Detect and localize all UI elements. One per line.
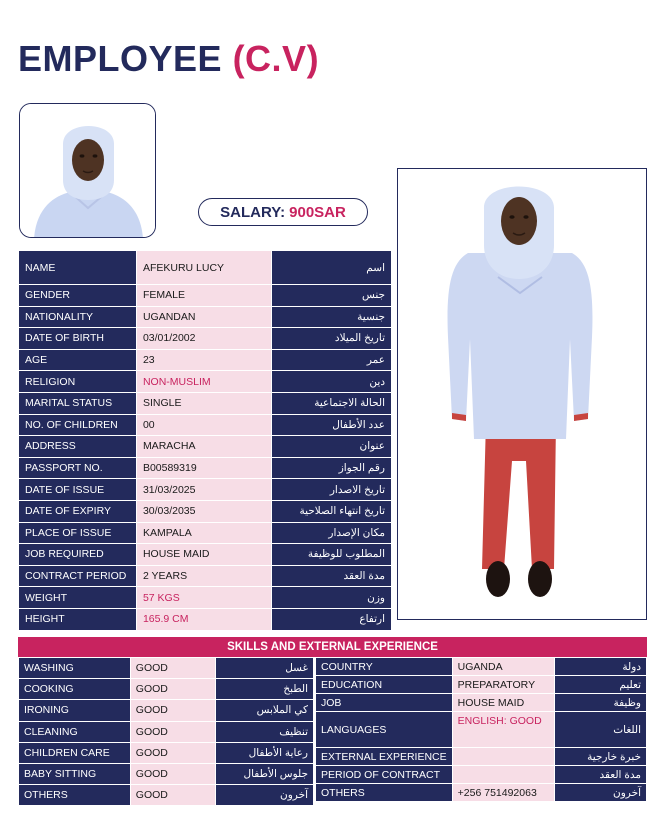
date-of-issue-label: DATE OF ISSUE	[19, 479, 137, 501]
table-row-experience-others	[316, 784, 647, 802]
external-experience-label: EXTERNAL EXPERIENCE	[316, 748, 453, 766]
date-of-birth-arabic-label: تاريخ الميلاد	[272, 328, 392, 350]
experience-others-label: OTHERS	[316, 784, 453, 802]
skills-table	[18, 657, 314, 806]
nationality-label: NATIONALITY	[19, 306, 137, 328]
contract-period-label: CONTRACT PERIOD	[19, 565, 137, 587]
table-row-passport	[19, 457, 392, 479]
experience-table	[315, 657, 647, 802]
table-row-job	[316, 694, 647, 712]
date-of-birth-value: 03/01/2002	[136, 328, 271, 350]
ironing-value: GOOD	[130, 700, 215, 721]
baby-sitting-value: GOOD	[130, 763, 215, 784]
children-value: 00	[136, 414, 271, 436]
full-body-photo	[397, 168, 647, 620]
children-care-label: CHILDREN CARE	[19, 742, 131, 763]
country-label: COUNTRY	[316, 658, 453, 676]
age-label: AGE	[19, 349, 137, 371]
table-row-job-required	[19, 544, 392, 566]
table-row-marital-status	[19, 392, 392, 414]
table-row-height	[19, 608, 392, 630]
languages-label: LANGUAGES	[316, 712, 453, 748]
baby-sitting-arabic-label: جلوس الأطفال	[216, 763, 314, 784]
age-value: 23	[136, 349, 271, 371]
salary-value: 900SAR	[289, 203, 346, 221]
marital-status-value: SINGLE	[136, 392, 271, 414]
gender-value: FEMALE	[136, 285, 271, 307]
place-of-issue-arabic-label: مكان الإصدار	[272, 522, 392, 544]
date-of-issue-value: 31/03/2025	[136, 479, 271, 501]
address-arabic-label: عنوان	[272, 436, 392, 458]
personal-info-table	[18, 250, 392, 631]
education-value: PREPARATORY	[452, 676, 555, 694]
contract-period-value: 2 YEARS	[136, 565, 271, 587]
passport-arabic-label: رقم الجواز	[272, 457, 392, 479]
religion-label: RELIGION	[19, 371, 137, 393]
experience-others-value: +256 751492063	[452, 784, 555, 802]
skills-others-value: GOOD	[130, 785, 215, 806]
period-of-contract-label: PERIOD OF CONTRACT	[316, 766, 453, 784]
period-of-contract-value	[452, 766, 555, 784]
portrait-photo	[19, 103, 156, 238]
table-row-gender	[19, 285, 392, 307]
table-row-baby-sitting	[19, 763, 314, 784]
date-of-birth-label: DATE OF BIRTH	[19, 328, 137, 350]
name-value: AFEKURU LUCY	[136, 251, 271, 285]
table-row-religion	[19, 371, 392, 393]
title-accent: (C.V)	[232, 38, 320, 79]
external-experience-value	[452, 748, 555, 766]
table-row-age	[19, 349, 392, 371]
weight-arabic-label: وزن	[272, 587, 392, 609]
table-row-period-of-contract	[316, 766, 647, 784]
name-arabic-label: اسم	[272, 251, 392, 285]
table-row-languages	[316, 712, 647, 748]
children-care-arabic-label: رعاية الأطفال	[216, 742, 314, 763]
title-main: EMPLOYEE	[18, 38, 223, 79]
height-label: HEIGHT	[19, 608, 137, 630]
skills-section-header: SKILLS AND EXTERNAL EXPERIENCE	[18, 637, 647, 657]
table-row-contract-period	[19, 565, 392, 587]
date-of-expiry-arabic-label: تاريخ انتهاء الصلاحية	[272, 500, 392, 522]
date-of-issue-arabic-label: تاريخ الاصدار	[272, 479, 392, 501]
height-arabic-label: ارتفاع	[272, 608, 392, 630]
salary-badge	[198, 198, 368, 226]
date-of-expiry-value: 30/03/2035	[136, 500, 271, 522]
address-label: ADDRESS	[19, 436, 137, 458]
children-arabic-label: عدد الأطفال	[272, 414, 392, 436]
washing-arabic-label: غسل	[216, 658, 314, 679]
table-row-weight	[19, 587, 392, 609]
marital-status-label: MARITAL STATUS	[19, 392, 137, 414]
table-row-washing	[19, 658, 314, 679]
place-of-issue-label: PLACE OF ISSUE	[19, 522, 137, 544]
washing-label: WASHING	[19, 658, 131, 679]
passport-label: PASSPORT NO.	[19, 457, 137, 479]
passport-value: B00589319	[136, 457, 271, 479]
languages-arabic-label: اللغات	[555, 712, 647, 748]
nationality-arabic-label: جنسية	[272, 306, 392, 328]
education-arabic-label: تعليم	[555, 676, 647, 694]
salary-label: SALARY:	[220, 203, 286, 221]
address-value: MARACHA	[136, 436, 271, 458]
cooking-arabic-label: الطبخ	[216, 679, 314, 700]
ironing-label: IRONING	[19, 700, 131, 721]
period-of-contract-arabic-label: مدة العقد	[555, 766, 647, 784]
table-row-children-care	[19, 742, 314, 763]
table-row-date-of-birth	[19, 328, 392, 350]
date-of-expiry-label: DATE OF EXPIRY	[19, 500, 137, 522]
education-label: EDUCATION	[316, 676, 453, 694]
ironing-arabic-label: كي الملابس	[216, 700, 314, 721]
marital-status-arabic-label: الحالة الاجتماعية	[272, 392, 392, 414]
table-row-cleaning	[19, 721, 314, 742]
nationality-value: UGANDAN	[136, 306, 271, 328]
table-row-cooking	[19, 679, 314, 700]
table-row-skills-others	[19, 785, 314, 806]
job-value: HOUSE MAID	[452, 694, 555, 712]
table-row-date-of-issue	[19, 479, 392, 501]
religion-arabic-label: دين	[272, 371, 392, 393]
external-experience-arabic-label: خبرة خارجية	[555, 748, 647, 766]
job-arabic-label: وظيفة	[555, 694, 647, 712]
job-label: JOB	[316, 694, 453, 712]
cooking-value: GOOD	[130, 679, 215, 700]
table-row-name	[19, 251, 392, 285]
children-care-value: GOOD	[130, 742, 215, 763]
table-row-address	[19, 436, 392, 458]
age-arabic-label: عمر	[272, 349, 392, 371]
skills-others-label: OTHERS	[19, 785, 131, 806]
table-row-nationality	[19, 306, 392, 328]
cooking-label: COOKING	[19, 679, 131, 700]
washing-value: GOOD	[130, 658, 215, 679]
weight-label: WEIGHT	[19, 587, 137, 609]
cleaning-arabic-label: تنظيف	[216, 721, 314, 742]
weight-value: 57 KGS	[136, 587, 271, 609]
baby-sitting-label: BABY SITTING	[19, 763, 131, 784]
table-row-place-of-issue	[19, 522, 392, 544]
contract-period-arabic-label: مدة العقد	[272, 565, 392, 587]
languages-value: ENGLISH: GOOD	[452, 712, 555, 748]
table-row-external-experience	[316, 748, 647, 766]
job-required-label: JOB REQUIRED	[19, 544, 137, 566]
name-label: NAME	[19, 251, 137, 285]
table-row-date-of-expiry	[19, 500, 392, 522]
page-title	[18, 38, 319, 80]
children-label: NO. OF CHILDREN	[19, 414, 137, 436]
cleaning-label: CLEANING	[19, 721, 131, 742]
table-row-children	[19, 414, 392, 436]
gender-arabic-label: جنس	[272, 285, 392, 307]
table-row-education	[316, 676, 647, 694]
height-value: 165.9 CM	[136, 608, 271, 630]
job-required-value: HOUSE MAID	[136, 544, 271, 566]
experience-others-arabic-label: آخرون	[555, 784, 647, 802]
country-arabic-label: دولة	[555, 658, 647, 676]
gender-label: GENDER	[19, 285, 137, 307]
country-value: UGANDA	[452, 658, 555, 676]
table-row-ironing	[19, 700, 314, 721]
skills-others-arabic-label: آخرون	[216, 785, 314, 806]
place-of-issue-value: KAMPALA	[136, 522, 271, 544]
job-required-arabic-label: المطلوب للوظيفة	[272, 544, 392, 566]
table-row-country	[316, 658, 647, 676]
religion-value: NON-MUSLIM	[136, 371, 271, 393]
cleaning-value: GOOD	[130, 721, 215, 742]
